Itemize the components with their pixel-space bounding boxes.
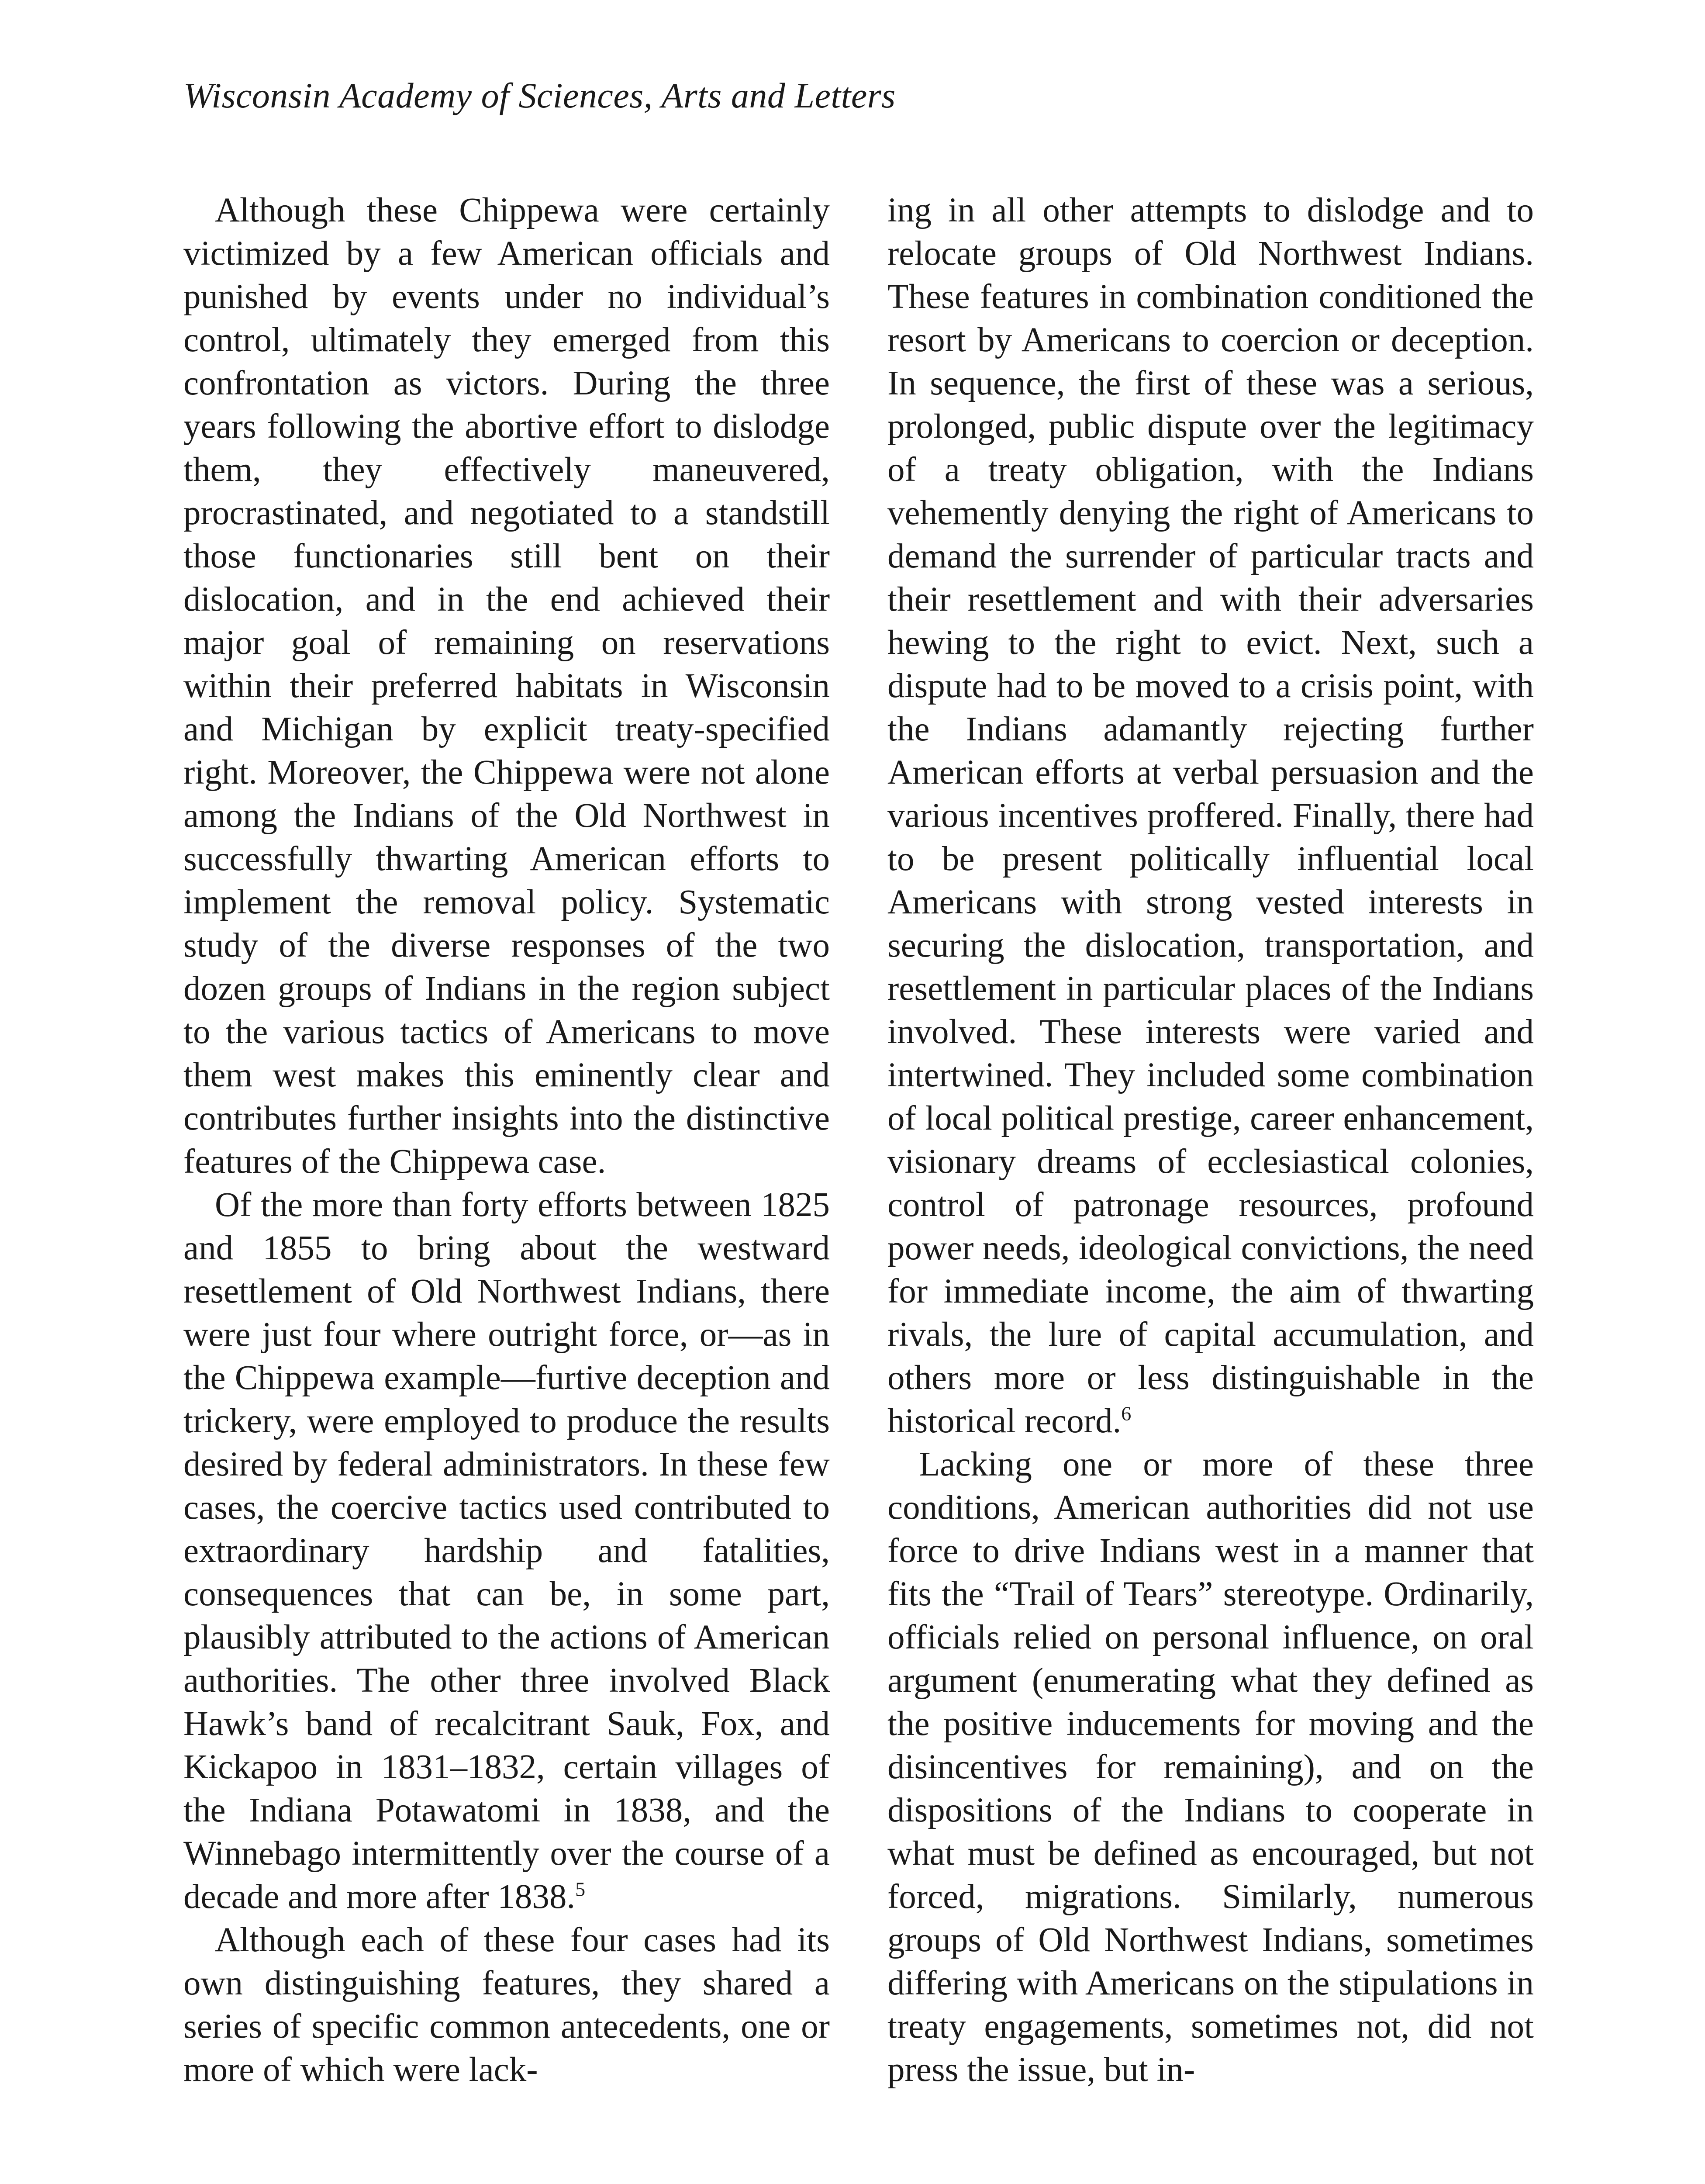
running-head: Wisconsin Academy of Sciences, Arts and Letters (183, 76, 896, 115)
left-column (183, 189, 830, 2184)
right-column (887, 189, 1534, 2184)
footnote-marker: 5 (575, 1878, 586, 1901)
paragraph: Although each of these four cases had its own distinguishing features, they shared a series of specific common antecedents, one or more of which were lack- (183, 1921, 830, 2089)
paragraph: Although these Chippewa were certainly victimized by a few American officials and punished by events under no individual’s control, ultimately they emerged from this confrontation as victors. During the three years following the abortive effort to dislodge them, they effectively maneuvered, procrastinated, and negotiated to a standstill those functionaries still bent on their dislocation, and in the end achieved their major goal of remaining on reservations within their preferred habitats in Wisconsin and Michigan by explicit treaty-specified right. Moreover, the Chippewa were not alone among the Indians of the Old Northwest in successfully thwarting American efforts to implement the removal policy. Systematic study of the diverse responses of the two dozen groups of Indians in the region subject to the various tactics of Americans to move them west makes this eminently clear and contributes further insights into the distinctive features of the Chippewa case. (183, 191, 830, 1181)
paragraph (887, 189, 1534, 1443)
paragraph-text: Of the more than forty efforts between 1825 and 1855 to bring about the westward resettlement of Old Northwest Indians, there were just four where outright force, or—as in the Chippewa example—furtive deception and trickery, were employed to produce the results desired by federal administrators. In these few cases, the coercive tactics used contributed to extraordinary hardship and fatalities, consequences that can be, in some part, plausibly attributed to the actions of American authorities. The other three involved Black Hawk’s band of recalcitrant Sauk, Fox, and Kickapoo in 1831–1832, certain villages of the Indiana Potawatomi in 1838, and the Winnebago intermittently over the course of a decade and more after 1838. (183, 1186, 830, 1916)
paragraph-text: ing in all other attempts to dislodge and to relocate groups of Old Northwest Indians. These features in combination conditioned the resort by Americans to coercion or deception. In sequence, the first of these was a serious, prolonged, public dispute over the legitimacy of a treaty obligation, with the Indians vehemently denying the right of Americans to demand the surrender of particular tracts and their resettlement and with their adversaries hewing to the right to evict. Next, such a dispute had to be moved to a crisis point, with the Indians adamantly rejecting further American efforts at verbal persuasion and the various incentives proffered. Finally, there had to be present politically influential local Americans with strong vested interests in securing the dislocation, transportation, and resettlement in particular places of the Indians involved. These interests were varied and intertwined. They included some combination of local political prestige, career enhancement, visionary dreams of ecclesiastical colonies, control of patronage resources, profound power needs, ideological convictions, the need for immediate income, the aim of thwarting rivals, the lure of capital accumulation, and others more or less distinguishable in the historical record. (887, 191, 1534, 1440)
paragraph: Lacking one or more of these three conditions, American authorities did not use force to drive Indians west in a manner that fits the “Trail of Tears” stereotype. Ordinarily, officials relied on personal influence, on oral argument (enumerating what they defined as the positive inducements for moving and the disincentives for remaining), and on the dispositions of the Indians to cooperate in what must be defined as encouraged, but not forced, migrations. Similarly, numerous groups of Old Northwest Indians, sometimes differing with Americans on the stipulations in treaty engagements, sometimes not, did not press the issue, but in- (887, 1445, 1534, 2089)
footnote-marker: 6 (1121, 1402, 1132, 1425)
paragraph (183, 1183, 830, 1918)
